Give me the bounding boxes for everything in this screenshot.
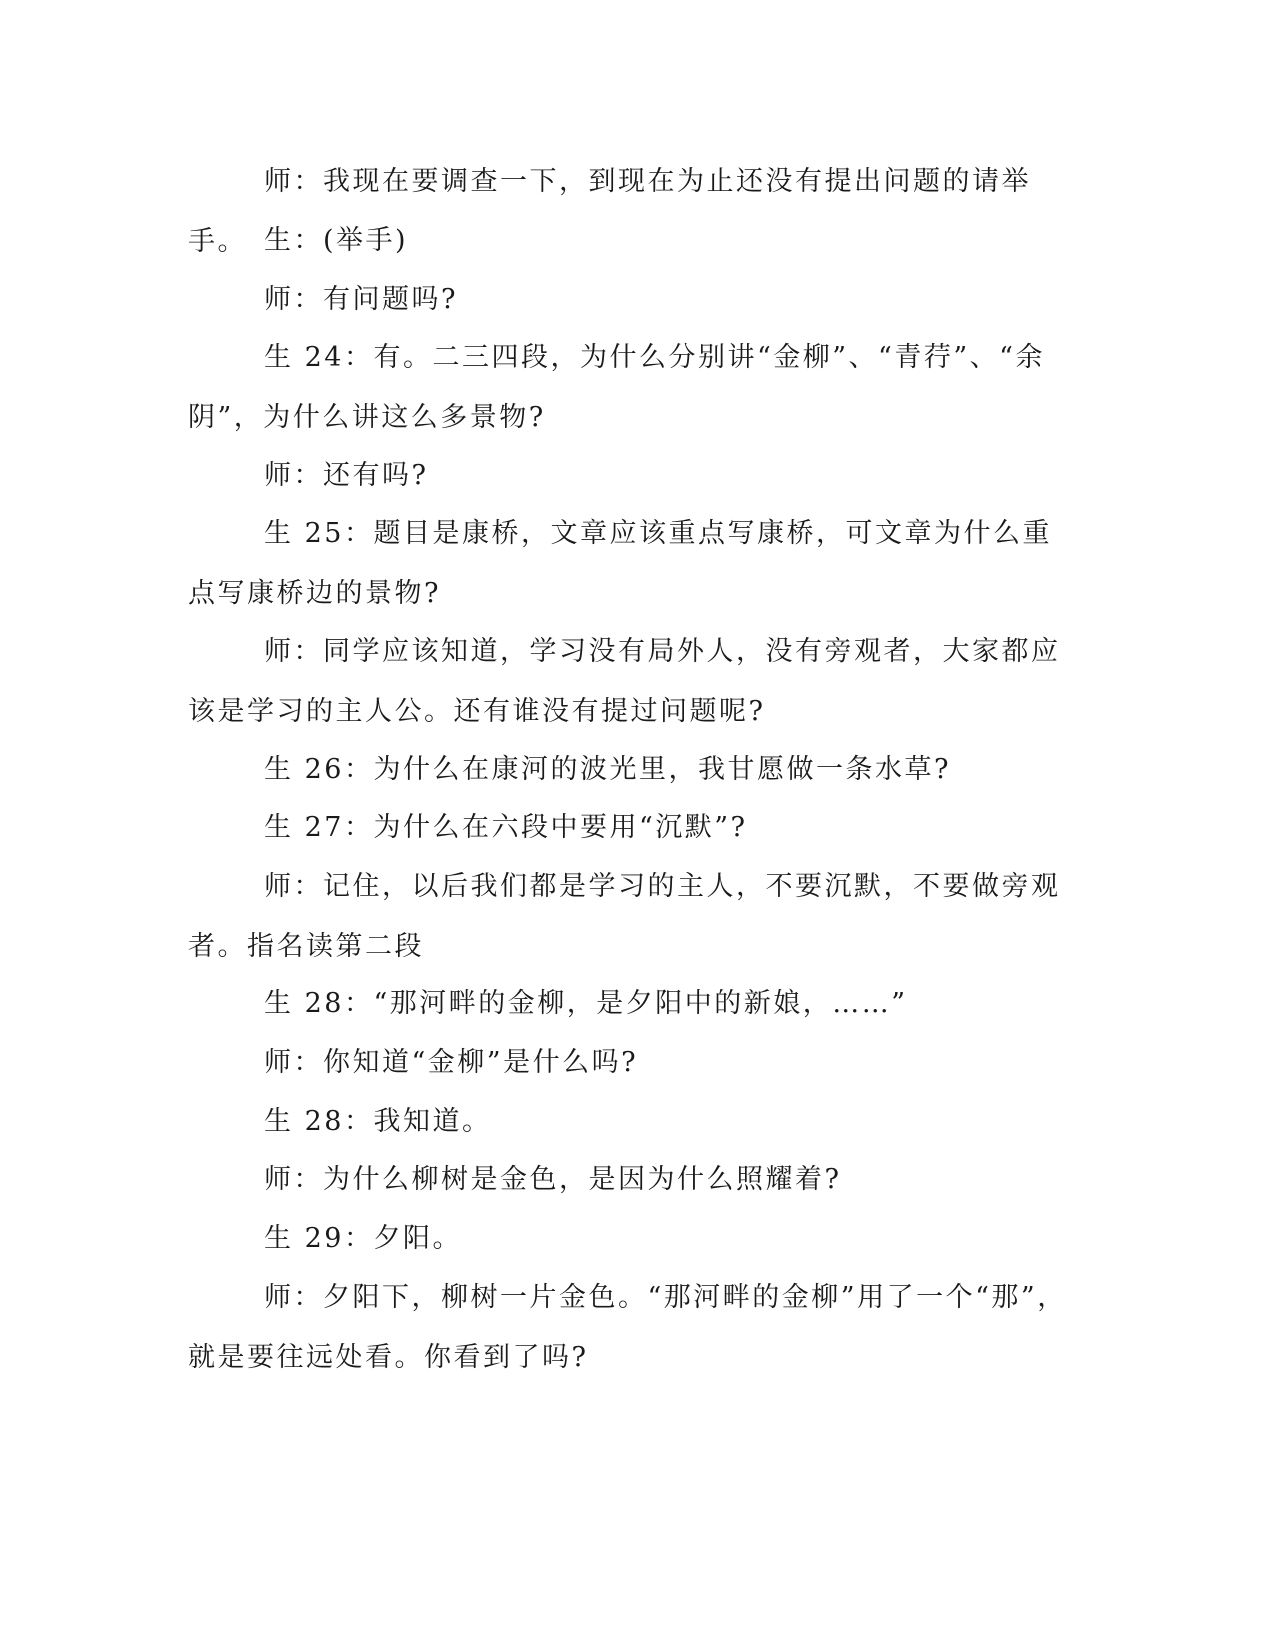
dialogue-line-student-27: 生 27：为什么在六段中要用“沉默”? bbox=[264, 812, 748, 843]
dialogue-line-teacher: 师：我现在要调查一下，到现在为止还没有提出问题的请举手。 bbox=[188, 166, 1031, 257]
dialogue-line-student: 生：(举手) bbox=[264, 225, 409, 256]
dialogue-line-teacher: 师：夕阳下，柳树一片金色。“那河畔的金柳”用了一个“那”，就是要往远处看。你看到了吗? bbox=[188, 1282, 1067, 1373]
dialogue-line-student-25: 生 25：题目是康桥，文章应该重点写康桥，可文章为什么重点写康桥边的景物? bbox=[188, 518, 1052, 609]
dialogue-line-teacher: 师：你知道“金柳”是什么吗? bbox=[264, 1047, 639, 1078]
dialogue-line-teacher: 师：有问题吗? bbox=[264, 284, 458, 315]
dialogue-line-student-24: 生 24：有。二三四段，为什么分别讲“金柳”、“青荇”、“余阴”，为什么讲这么多景物? bbox=[188, 342, 1045, 433]
dialogue-line-teacher: 师：还有吗? bbox=[264, 460, 429, 491]
dialogue-line-student-28: 生 28：我知道。 bbox=[264, 1106, 492, 1137]
dialogue-line-teacher: 师：记住，以后我们都是学习的主人，不要沉默，不要做旁观者。指名读第二段 bbox=[188, 871, 1061, 962]
dialogue-line-student-28: 生 28：“那河畔的金柳，是夕阳中的新娘，……” bbox=[264, 988, 908, 1019]
dialogue-line-student-29: 生 29：夕阳。 bbox=[264, 1223, 462, 1254]
dialogue-line-teacher: 师：为什么柳树是金色，是因为什么照耀着? bbox=[264, 1164, 842, 1195]
dialogue-line-student-26: 生 26：为什么在康河的波光里，我甘愿做一条水草? bbox=[264, 754, 951, 785]
dialogue-line-teacher: 师：同学应该知道，学习没有局外人，没有旁观者，大家都应该是学习的主人公。还有谁没有提过问题呢? bbox=[188, 636, 1061, 727]
